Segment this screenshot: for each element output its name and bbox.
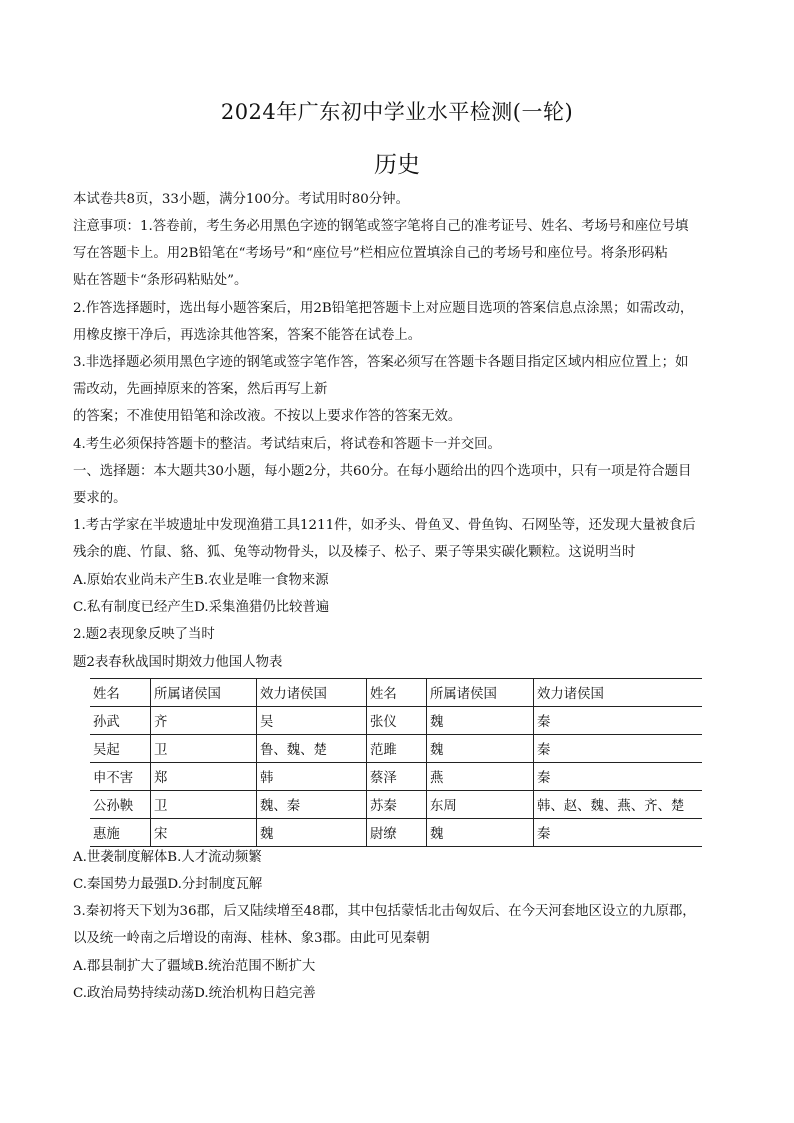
notice-line: 2.作答选择题时，选出每小题答案后，用2B铅笔把答题卡上对应题目选项的答案信息点涂黑；如需改动， (73, 301, 694, 316)
answer-options: C.秦国势力最强D.分封制度瓦解 (73, 877, 263, 892)
table-cell: 韩、赵、魏、燕、齐、楚 (534, 791, 703, 819)
table-cell: 魏 (427, 735, 534, 763)
figures-table (90, 678, 702, 847)
notice-line: 需改动，先画掉原来的答案，然后再写上新 (73, 382, 328, 397)
table-row (90, 763, 702, 791)
table-cell: 秦 (534, 735, 703, 763)
table-cell: 张仪 (367, 707, 427, 735)
table-header-cell: 姓名 (367, 679, 427, 707)
table-header-row (90, 679, 702, 707)
table-cell: 魏 (427, 707, 534, 735)
notice-line: 注意事项：1.答卷前，考生务必用黑色字迹的钢笔或签字笔将自己的准考证号、姓名、考场号和座位号填 (73, 219, 689, 234)
table-row (90, 735, 702, 763)
table-row (90, 791, 702, 819)
table-cell: 范雎 (367, 735, 427, 763)
notice-line: 用橡皮擦干净后，再选涂其他答案，答案不能答在试卷上。 (73, 328, 422, 343)
table-cell: 魏 (427, 819, 534, 847)
table-cell: 秦 (534, 763, 703, 791)
table-cell: 魏 (257, 819, 367, 847)
answer-options: A.郡县制扩大了疆域B.统治范围不断扩大 (73, 959, 316, 974)
subject-title: 历史 (374, 152, 420, 178)
table-cell: 齐 (151, 707, 257, 735)
answer-options: C.私有制度已经产生D.采集渔猎仍比较普遍 (73, 600, 330, 615)
notice-line: 3.非选择题必须用黑色字迹的钢笔或签字笔作答，答案必须写在答题卡各题目指定区域内相应位置上；如 (73, 355, 689, 370)
question-text: 2.题2表现象反映了当时 (73, 627, 215, 642)
table-cell: 燕 (427, 763, 534, 791)
table-header-cell: 姓名 (90, 679, 151, 707)
table-cell: 公孙鞅 (90, 791, 151, 819)
table-cell: 惠施 (90, 819, 151, 847)
table-cell: 韩 (257, 763, 367, 791)
table-caption: 题2表春秋战国时期效力他国人物表 (73, 655, 283, 670)
table-cell: 吴 (257, 707, 367, 735)
notice-line: 贴在答题卡“条形码粘贴处”。 (73, 273, 248, 288)
table-row (90, 819, 702, 847)
table-header-cell: 效力诸侯国 (534, 679, 703, 707)
table-cell: 苏秦 (367, 791, 427, 819)
table-cell: 卫 (151, 791, 257, 819)
exam-title: 2024年广东初中学业水平检测(一轮) (220, 100, 574, 124)
question-text: 3.秦初将天下划为36郡，后又陆续增至48郡，其中包括蒙恬北击匈奴后、在今天河套地区设立的九原郡， (73, 904, 696, 919)
table-row (90, 707, 702, 735)
table-cell: 郑 (151, 763, 257, 791)
question-text: 1.考古学家在半坡遗址中发现渔猎工具1211件，如矛头、骨鱼叉、骨鱼钩、石网坠等，还发现大量被食后 (73, 518, 696, 533)
table-cell: 卫 (151, 735, 257, 763)
table-cell: 蔡泽 (367, 763, 427, 791)
notice-line: 写在答题卡上。用2B铅笔在“考场号”和“座位号”栏相应位置填涂自己的考场号和座位号。将条形码粘 (73, 246, 668, 261)
question-text: 以及统一岭南之后增设的南海、桂林、象3郡。由此可见秦朝 (73, 931, 430, 946)
answer-options: A.原始农业尚未产生B.农业是唯一食物来源 (73, 573, 329, 588)
table-cell: 魏、秦 (257, 791, 367, 819)
section-heading: 一、选择题：本大题共30小题，每小题2分，共60分。在每小题给出的四个选项中，只有一项是符合题目 (73, 464, 692, 479)
table-cell: 尉缭 (367, 819, 427, 847)
notice-line: 4.考生必须保持答题卡的整洁。考试结束后，将试卷和答题卡一并交回。 (73, 437, 501, 452)
table-cell: 吴起 (90, 735, 151, 763)
exam-info-line: 本试卷共8页，33小题，满分100分。考试用时80分钟。 (73, 192, 409, 207)
table-header-cell: 所属诸侯国 (427, 679, 534, 707)
section-heading: 要求的。 (73, 491, 127, 506)
table-header-cell: 效力诸侯国 (257, 679, 367, 707)
table-cell: 秦 (534, 819, 703, 847)
table-cell: 东周 (427, 791, 534, 819)
table-cell: 申不害 (90, 763, 151, 791)
notice-line: 的答案；不准使用铅笔和涂改液。不按以上要求作答的答案无效。 (73, 409, 462, 424)
answer-options: C.政治局势持续动荡D.统治机构日趋完善 (73, 986, 316, 1001)
table-cell: 秦 (534, 707, 703, 735)
table-cell: 鲁、魏、楚 (257, 735, 367, 763)
question-text: 残余的鹿、竹鼠、貉、狐、兔等动物骨头，以及榛子、松子、栗子等果实碳化颗粒。这说明当时 (73, 545, 636, 560)
table-cell: 孙武 (90, 707, 151, 735)
table-cell: 宋 (151, 819, 257, 847)
table-header-cell: 所属诸侯国 (151, 679, 257, 707)
answer-options: A.世袭制度解体B.人才流动频繁 (73, 850, 262, 865)
